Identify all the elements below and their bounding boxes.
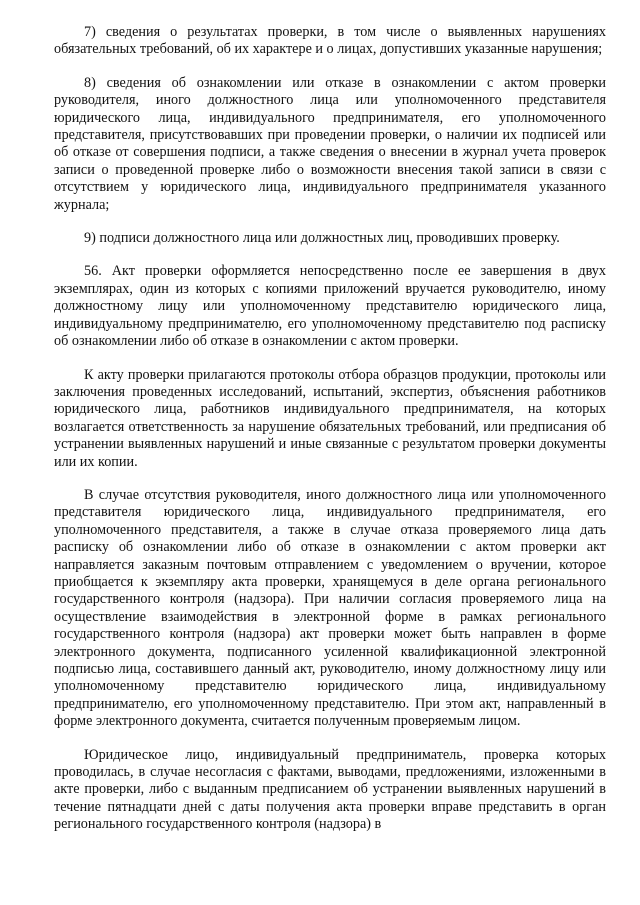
paragraph-absence-delivery: В случае отсутствия руководителя, иного должностного лица или уполномоченного представителя юридического лица, индивидуального предпринимателя, его уполномоченного представителя, а также в случае отказа проверяемого лица дать расписку об ознакомлении либо об отказе в ознакомлении с актом проверки акт направляется заказным почтовым отправлением с уведомлением о вручении, которое приобщается к экземпляру акта проверки, хранящемуся в деле органа регионального государственного контроля (надзора). При наличии согласия проверяемого лица на осуществление взаимодействия в электронной форме в рамках регионального государственного контроля (надзора) акт проверки может быть направлен в форме электронного документа, подписанного усиленной квалификационной электронной подписью лица, составившего данный акт, руководителю, иному должностному лицу или уполномоченному представителю юридического лица, индивидуальному предпринимателю, его уполномоченному представителю. При этом акт, направленный в форме электронного документа, считается полученным проверяемым лицом. xyxy=(54,486,606,730)
paragraph-item-7: 7) сведения о результатах проверки, в том числе о выявленных нарушениях обязательных требований, об их характере и о лицах, допустивших указанные нарушения; xyxy=(54,24,606,58)
paragraph-section-56: 56. Акт проверки оформляется непосредственно после ее завершения в двух экземплярах, один из которых с копиями приложений вручается руководителю, иному должностному лицу или уполномоченному представителю юридического лица, индивидуальному предпринимателю, его уполномоченному представителю под расписку об ознакомлении либо об отказе в ознакомлении с актом проверки. xyxy=(54,263,606,350)
paragraph-attachments: К акту проверки прилагаются протоколы отбора образцов продукции, протоколы или заключения проведенных исследований, испытаний, экспертиз, объяснения работников юридического лица, работников индивидуального предпринимателя, на которых возлагается ответственность за нарушение обязательных требований, или предписания об устранении выявленных нарушений и иные связанные с результатом проверки документы или их копии. xyxy=(54,366,606,470)
paragraph-item-8: 8) сведения об ознакомлении или отказе в ознакомлении с актом проверки руководителя, иного должностного лица или уполномоченного представителя юридического лица, индивидуального предпринимателя, его уполномоченного представителя, присутствовавших при проведении проверки, о наличии их подписей или об отказе от совершения подписи, а также сведения о внесении в журнал учета проверок записи о проведенной проверке либо о возможности внесения такой записи в связи с отсутствием у юридического лица, индивидуального предпринимателя указанного журнала; xyxy=(54,74,606,213)
paragraph-disagreement: Юридическое лицо, индивидуальный предприниматель, проверка которых проводилась, в случае несогласия с фактами, выводами, предложениями, изложенными в акте проверки, либо с выданным предписанием об устранении выявленных нарушений в течение пятнадцати дней с даты получения акта проверки вправе представить в орган регионального государственного контроля (надзора) в xyxy=(54,746,606,833)
paragraph-item-9: 9) подписи должностного лица или должностных лиц, проводивших проверку. xyxy=(84,230,560,247)
